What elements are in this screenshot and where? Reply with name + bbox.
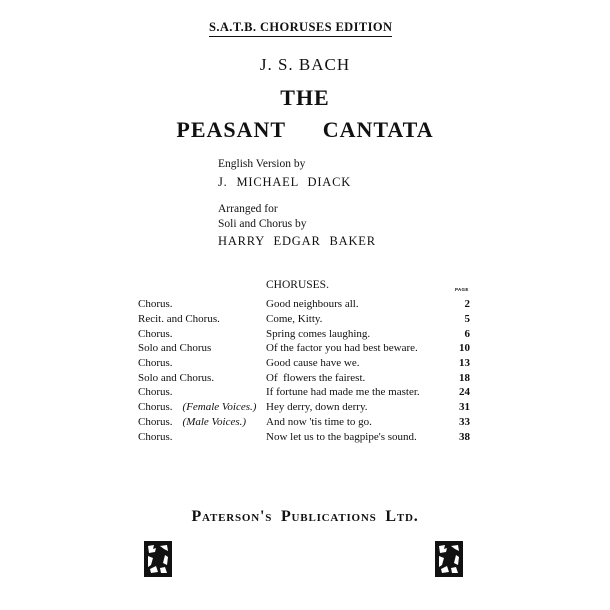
arranged-for-label: Arranged for: [218, 203, 278, 215]
table-row: [138, 356, 470, 371]
composer-name: J. S. BACH: [259, 55, 351, 74]
edition-label: S.A.T.B. CHORUSES EDITION: [209, 20, 392, 37]
chorus-title: Spring comes laughing.: [266, 327, 371, 340]
chorus-title: If fortune had made me the master.: [266, 386, 420, 399]
chorus-type: Chorus.: [138, 327, 173, 340]
table-row: [138, 312, 470, 327]
chorus-title: Of the factor you had best beware.: [266, 342, 418, 355]
chorus-type: Solo and Chorus.: [138, 371, 215, 384]
chorus-type: Solo and Chorus: [138, 342, 212, 355]
chorus-type: Chorus. (Male Voices.): [138, 415, 247, 428]
soli-chorus-label: Soli and Chorus by: [218, 218, 307, 230]
chorus-page: 6: [464, 327, 470, 340]
chorus-page: 38: [459, 430, 470, 443]
chorus-title: Of flowers the fairest.: [266, 371, 366, 384]
page-column-label: PAGE: [455, 287, 469, 292]
chorus-page: 33: [459, 415, 470, 428]
translator-name: J. MICHAEL DIACK: [218, 175, 352, 189]
table-row: [138, 400, 470, 415]
chorus-page: 2: [464, 298, 470, 311]
lion-rampant-icon: [435, 541, 463, 577]
publisher-name: Paterson's Publications Ltd.: [191, 508, 419, 525]
chorus-title: Hey derry, down derry.: [266, 401, 368, 414]
chorus-page: 13: [459, 357, 470, 370]
choruses-table: [138, 297, 470, 444]
choruses-heading: CHORUSES.: [266, 279, 329, 291]
chorus-title: Come, Kitty.: [266, 313, 323, 326]
table-row: [138, 370, 470, 385]
table-row: [138, 341, 470, 356]
table-row: [138, 297, 470, 312]
table-row: [138, 385, 470, 400]
chorus-page: 24: [459, 386, 470, 399]
chorus-title: Good cause have we.: [266, 357, 360, 370]
chorus-title: And now 'tis time to go.: [266, 415, 372, 428]
chorus-type: Chorus. (Female Voices.): [138, 401, 257, 414]
chorus-type: Recit. and Chorus.: [138, 313, 220, 326]
chorus-type: Chorus.: [138, 357, 173, 370]
chorus-page: 18: [459, 371, 470, 384]
title-line-2: PEASANT CANTATA: [176, 117, 434, 142]
chorus-title: Good neighbours all.: [266, 298, 359, 311]
lion-rampant-icon: [144, 541, 172, 577]
english-version-label: English Version by: [218, 158, 306, 170]
chorus-title: Now let us to the bagpipe's sound.: [266, 430, 417, 443]
chorus-page: 31: [459, 401, 470, 414]
table-row: [138, 326, 470, 341]
chorus-type: Chorus.: [138, 298, 173, 311]
table-row: [138, 415, 470, 430]
title-line-1: THE: [280, 85, 330, 110]
chorus-page: 5: [464, 313, 470, 326]
chorus-type: Chorus.: [138, 430, 173, 443]
chorus-page: 10: [459, 342, 470, 355]
chorus-type: Chorus.: [138, 386, 173, 399]
arranger-name: HARRY EDGAR BAKER: [218, 234, 376, 248]
table-row: [138, 429, 470, 444]
